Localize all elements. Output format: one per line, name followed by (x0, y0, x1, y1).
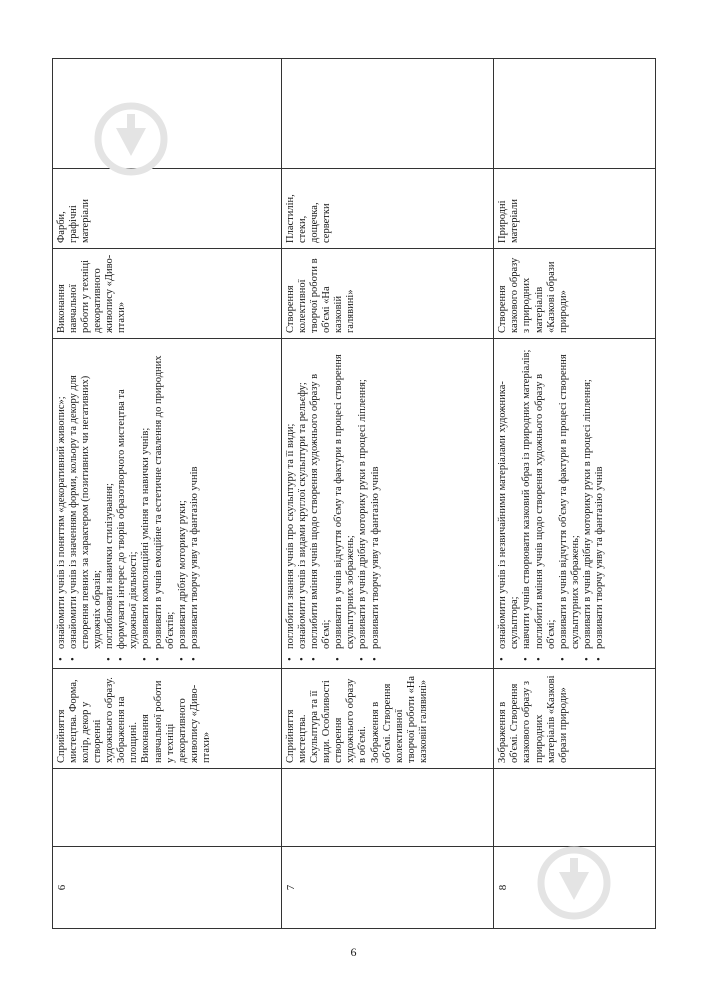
table-row (282, 59, 494, 929)
list-item: • поглибити вміння учнів щодо створення художнього образу в об'ємі; (534, 344, 558, 649)
notes-cell (494, 59, 656, 169)
page-number: 6 (350, 945, 357, 959)
row-number: 7 (282, 847, 494, 929)
row-number: 8 (494, 847, 656, 929)
list-item: • розвивати творчу уяву та фантазію учнів (594, 344, 606, 649)
list-item: • розвивати в учнів емоційне та естетичне ставлення до природних об'єктів; (153, 344, 177, 649)
rotated-table-container (52, 59, 656, 929)
list-item: • розвивати композиційні уміння та навички учнів; (140, 344, 152, 649)
list-item: • розвивати в учнів дрібну моторику руки в процесі ліплення; (582, 344, 594, 649)
lesson-topic: Зображення в об'ємі. Створення казкового образу з природних матеріалів «Казкові образи природи» (494, 669, 656, 769)
lesson-plan-table (52, 58, 656, 929)
notes-cell (282, 59, 494, 169)
empty-cell (53, 769, 282, 847)
list-item: • розвивати творчу уяву та фантазію учнів (370, 344, 382, 649)
list-item: • ознайомити учнів із поняттям «декоративний живопис»; (56, 344, 68, 649)
empty-cell (282, 769, 494, 847)
table-row (53, 59, 282, 929)
list-item: • ознайомити учнів із видами круглої скульптури та рельєфу; (297, 344, 309, 649)
empty-cell (494, 769, 656, 847)
list-item: • формувати інтерес до творів образотворчого мистецтва та художньої діяльності; (116, 344, 140, 649)
lesson-topic: Сприйняття мистецтва. Форма, колір, декор у створенні художнього образу. Зображення на площині. Виконання навчальної роботи у техніці декоративного живопису «Диво-птахи» (53, 669, 282, 769)
lesson-activity: Створення колективної творчої роботи в об'ємі «На казковій галявині» (282, 249, 494, 339)
list-item: • ознайомити учнів із незвичайними матеріалами художника-скульптора; (497, 344, 521, 649)
download-arrow-icon (537, 846, 611, 920)
list-item: • розвивати дрібну моторику руки; (177, 344, 189, 649)
list-item: • поглибити знання учнів про скульптуру та її види; (285, 344, 297, 649)
lesson-objectives (282, 339, 494, 669)
list-item: • розвивати в учнів дрібну моторику руки в процесі ліплення; (357, 344, 369, 649)
list-item: • навчити учнів створювати казковий образ із природних матеріалів; (521, 344, 533, 649)
lesson-materials: Пластилін, стеки, дощечка, серветки (282, 169, 494, 249)
list-item: • розвивати в учнів відчуття об'єму та фактури в процесі створення скульптурних зображень; (333, 344, 357, 649)
lesson-materials: Природні матеріали (494, 169, 656, 249)
lesson-activity: Виконання навчальної роботи у техніці декоративного живопису «Диво-птахи» (53, 249, 282, 339)
table-row (494, 59, 656, 929)
list-item: • поглиблювати навички стилізування; (104, 344, 116, 649)
lesson-objectives (494, 339, 656, 669)
download-arrow-icon (94, 102, 168, 176)
lesson-topic: Сприйняття мистецтва. Скульптура та її види. Особливості створення художнього образу в об'ємі. Зображення в об'ємі. Створення колективної творчої роботи «На казковій галявині» (282, 669, 494, 769)
list-item: • розвивати в учнів відчуття об'єму та фактури в процесі створення скульптурних зображень; (558, 344, 582, 649)
list-item: • розвивати творчу уяву та фантазію учнів (189, 344, 201, 649)
list-item: • поглибити вміння учнів щодо створення художнього образу в об'ємі; (309, 344, 333, 649)
list-item: • ознайомити учнів із значенням форми, кольору та декору для створення певних за характером (позитивних чи негативних) художніх образів; (68, 344, 104, 649)
lesson-activity: Створення казкового образу з природних матеріалів «Казкові образи природи» (494, 249, 656, 339)
lesson-materials: Фарби, графічні матеріали (53, 169, 282, 249)
row-number: 6 (53, 847, 282, 929)
lesson-objectives (53, 339, 282, 669)
